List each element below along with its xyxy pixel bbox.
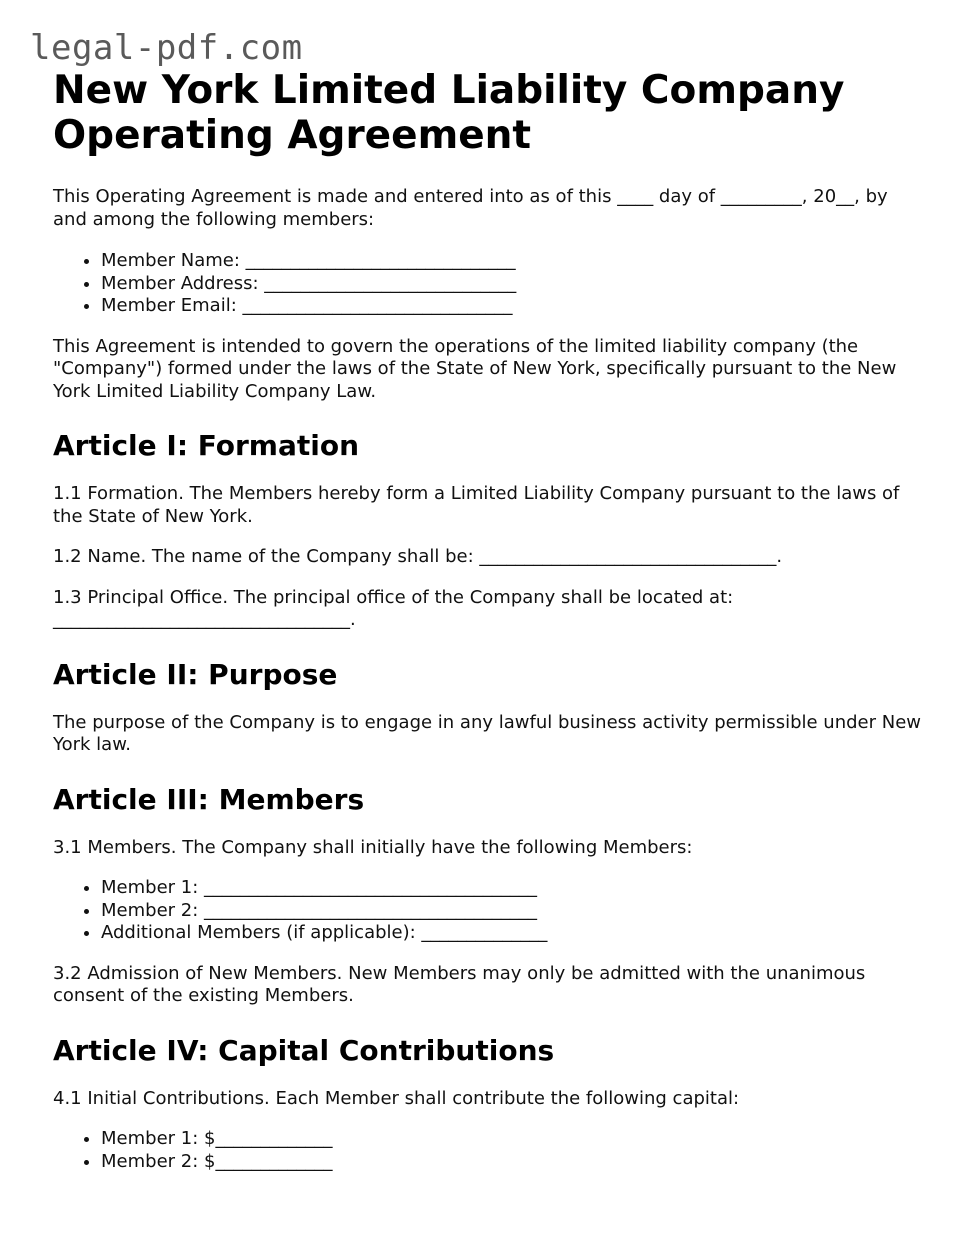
- member-2-field: • Member 2: _____________________________________: [101, 900, 923, 923]
- article-2-text: The purpose of the Company is to engage in any lawful business activity permissible under New York law.: [53, 711, 921, 755]
- section-1-1: 1.1 Formation. The Members hereby form a Limited Liability Company pursuant to the laws of the State of New York.: [53, 483, 900, 527]
- article-2-heading: Article II: Purpose: [53, 657, 338, 691]
- section-3-2: 3.2 Admission of New Members. New Members may only be admitted with the unanimous consent of the existing Members.: [53, 962, 866, 1006]
- additional-members-field: • Additional Members (if applicable): ______________: [101, 922, 923, 945]
- article-4-heading: Article IV: Capital Contributions: [53, 1033, 555, 1067]
- section-4-1: 4.1 Initial Contributions. Each Member shall contribute the following capital:: [53, 1087, 740, 1109]
- purpose-statement: This Agreement is intended to govern the operations of the limited liability company (the "Company") formed under the laws of the State of New York, specifically pursuant to the New York Limited Liability Company Law.: [53, 335, 897, 402]
- intro-paragraph: This Operating Agreement is made and entered into as of this ____ day of _________, 20__, by and among the following members:: [53, 186, 888, 230]
- member-2-contribution: • Member 2: $_____________: [101, 1151, 923, 1174]
- member-1-contribution: • Member 1: $_____________: [101, 1128, 923, 1151]
- section-1-3: 1.3 Principal Office. The principal office of the Company shall be located at: _________________________________.: [53, 586, 734, 630]
- section-3-1: 3.1 Members. The Company shall initially have the following Members:: [53, 836, 693, 858]
- member-fields-list: [53, 250, 923, 318]
- contributions-list: [53, 1128, 923, 1173]
- document-title: New York Limited Liability Company Operating Agreement: [53, 68, 845, 158]
- article-1-heading: Article I: Formation: [53, 429, 360, 462]
- member-1-field: • Member 1: _____________________________________: [101, 877, 923, 900]
- watermark: legal-pdf.com: [30, 28, 303, 68]
- member-name-field: • Member Name: ______________________________: [101, 250, 923, 273]
- member-email-field: • Member Email: ______________________________: [101, 295, 923, 318]
- document-page: [53, 68, 923, 1191]
- member-address-field: • Member Address: ____________________________: [101, 273, 923, 296]
- members-list: [53, 877, 923, 945]
- section-1-2: 1.2 Name. The name of the Company shall be: _________________________________.: [53, 546, 783, 567]
- article-3-heading: Article III: Members: [53, 782, 365, 816]
